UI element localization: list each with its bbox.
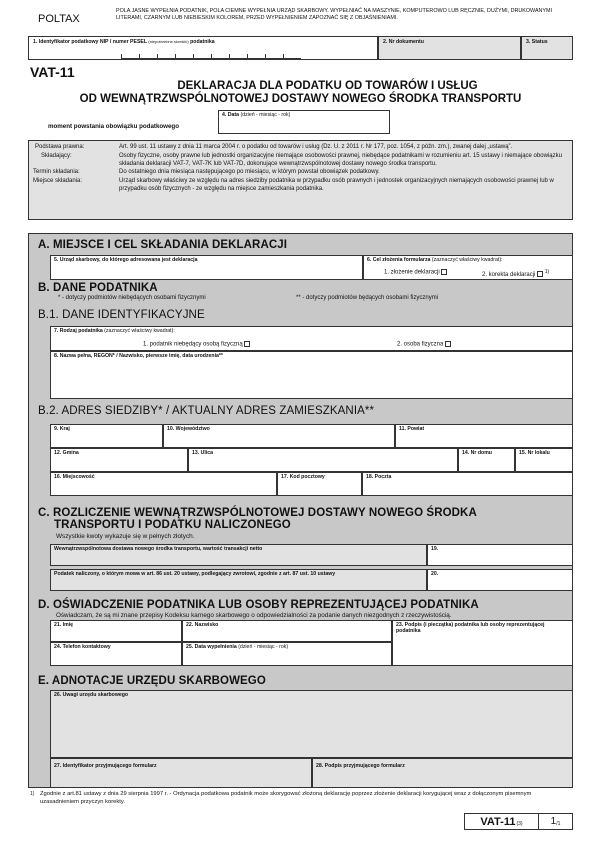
field28-label: 28. Podpis przyjmującego formularz: [316, 763, 405, 769]
section-c-title-line2: TRANSPORTU I PODATKU NALICZONEGO: [54, 519, 291, 531]
form-title-line1: DEKLARACJA DLA PODATKU OD TOWARÓW I USŁUG: [177, 80, 478, 92]
taxpayer-type-option-1-label: 1. podatnik niebędący osobą fizyczną: [143, 341, 243, 348]
field25-label: 25. Data wypełnienia: [186, 644, 237, 650]
section-b1-title: B.1. DANE IDENTYFIKACYJNE: [38, 309, 205, 321]
legal-key: Składający:: [41, 152, 72, 159]
purpose-field: [363, 255, 573, 280]
section-c-subtitle: Wszystkie kwoty wykazuje się w pełnych złotych.: [56, 533, 195, 540]
district-field[interactable]: [395, 424, 573, 448]
section-b-title: B. DANE PODATNIKA: [38, 282, 158, 294]
field21-label: 21. Imię: [54, 622, 74, 628]
field14-label: 14. Nr domu: [462, 450, 492, 456]
purpose-option-1-checkbox[interactable]: [441, 269, 447, 275]
section-b2-title: B.2. ADRES SIEDZIBY* / AKTUALNY ADRES ZAMIESZKANIA**: [38, 405, 375, 417]
last-name-field[interactable]: [182, 620, 392, 642]
office-notes-field: [50, 690, 573, 758]
form-title-line2: OD WEWNĄTRZWSPÓLNOTOWEJ DOSTAWY NOWEGO ŚRODKA TRANSPORTU: [79, 93, 522, 105]
legal-info-box: [28, 140, 573, 220]
poltax-label: POLTAX: [38, 13, 80, 25]
house-number-field[interactable]: [458, 448, 515, 472]
section-a-title: A. MIEJSCE I CEL SKŁADANIA DEKLARACJI: [38, 239, 288, 251]
receiver-signature-field: [312, 758, 573, 788]
row20-label: Podatek naliczony, o którym mowa w art. 86 ust. 20 ustawy, podlegający zwrotowi, zgodnie z art. 87 ust. 10 ustawy: [54, 571, 336, 577]
status-field: [521, 36, 573, 60]
purpose-option-2-checkbox[interactable]: [537, 271, 543, 277]
legal-row: [33, 153, 568, 169]
section-c-title-line1: C. ROZLICZENIE WEWNĄTRZWSPÓLNOTOWEJ DOSTAWY NOWEGO ŚRODKA: [38, 507, 477, 519]
field18-label: 18. Poczta: [366, 474, 392, 480]
legal-value: Art. 99 ust. 11 ustawy z dnia 11 marca 2004 r. o podatku od towarów i usług (Dz. U. z 2011 r. Nr 177, poz. 1054, z późn. zm.), zwanej dalej „ustawą”.: [119, 144, 513, 150]
field6-note: (zaznaczyć właściwy kwadrat):: [431, 257, 503, 263]
field4-note: (dzień - miesiąc - rok): [240, 112, 291, 118]
legal-row: [33, 169, 568, 177]
legal-row: [33, 178, 568, 194]
legal-key: Termin składania:: [33, 169, 80, 176]
footnote: [30, 791, 570, 807]
field1-label: 1. Identyfikator podatkowy NIP / numer PESEL: [33, 39, 147, 45]
taxpayer-type-option-2-label: 2. osoba fizyczna: [397, 341, 444, 348]
field11-label: 11. Powiat: [399, 426, 425, 432]
country-field[interactable]: [50, 424, 163, 448]
field6-label: 6. Cel złożenia formularza: [367, 257, 431, 263]
phone-field[interactable]: [50, 642, 182, 666]
commune-field[interactable]: [50, 448, 188, 472]
receiver-id-field: [50, 758, 312, 788]
postal-code-field[interactable]: [277, 472, 362, 496]
footer-code-box: [464, 813, 573, 830]
field19-label: 19.: [431, 546, 439, 552]
legal-value: Osoby fizyczne, osoby prawne lub jednostki organizacyjne niemające osobowości prawnej, niebędące podatnikami w rozumieniu art. 15 ustawy i niemające obowiązku składania deklaracji VAT-7, VAT-7K lub VAT-7D, dokonujące wewnątrzwspólnotowej dostawy nowego środka transportu.: [119, 152, 562, 167]
legal-value: Urząd skarbowy właściwy ze względu na adres siedziby podatnika w przypadku osób prawnych i jednostek organizacyjnych niemających osobowości prawnej lub w przypadku osób fizycznych - ze względu na miejsce zamieszkania podatnika.: [119, 178, 554, 192]
section-b-note2: ** - dotyczy podmiotów będących osobami fizycznymi: [296, 295, 439, 301]
footnote-ref: 1): [544, 269, 550, 275]
taxpayer-type-field: [50, 326, 573, 351]
legal-key: Miejsce składania:: [33, 178, 83, 185]
apartment-number-field[interactable]: [515, 448, 573, 472]
full-name-field[interactable]: [50, 351, 573, 399]
legal-row: [33, 144, 568, 152]
document-number-field: [378, 36, 521, 60]
nip-pesel-field[interactable]: [28, 36, 378, 60]
nip-digit-ticks: [121, 54, 301, 59]
first-name-field[interactable]: [50, 620, 182, 642]
field5-label: 5. Urząd skarbowy, do którego adresowana jest deklaracja: [54, 257, 198, 263]
footer-page: 1: [550, 816, 557, 827]
field7-label: 7. Rodzaj podatnika: [54, 328, 103, 334]
fill-date-field[interactable]: [182, 642, 392, 666]
purpose-option-1[interactable]: [384, 269, 447, 277]
purpose-option-2-label: 2. korekta deklaracji: [482, 272, 536, 278]
field17-label: 17. Kod pocztowy: [281, 474, 325, 480]
field26-label: 26. Uwagi urzędu skarbowego: [54, 692, 129, 698]
footer-page-total: /1: [556, 820, 561, 827]
field24-label: 24. Telefon kontaktowy: [54, 644, 111, 650]
field20-label: 20.: [431, 571, 439, 577]
date-field[interactable]: [218, 110, 390, 134]
legal-key: Podstawa prawna:: [35, 144, 85, 150]
field1-suffix: podatnika: [190, 39, 215, 45]
purpose-option-2[interactable]: [482, 269, 549, 279]
field23-label: 23. Podpis (i pieczątka) podatnika lub osoby reprezentującej podatnika: [396, 622, 545, 634]
field22-label: 22. Nazwisko: [186, 622, 219, 628]
footnote-mark: 1): [30, 791, 35, 797]
moment-label: moment powstania obowiązku podatkowego: [48, 123, 179, 130]
form-code: VAT-11: [30, 64, 75, 80]
field13-label: 13. Ulica: [192, 450, 214, 456]
footer-page-cell: [539, 816, 572, 827]
city-field[interactable]: [50, 472, 277, 496]
field15-label: 15. Nr lokalu: [519, 450, 550, 456]
net-value-field[interactable]: [427, 544, 573, 566]
section-d-title: D. OŚWIADCZENIE PODATNIKA LUB OSOBY REPREZENTUJĄCEJ PODATNIKA: [38, 599, 479, 611]
street-field[interactable]: [188, 448, 458, 472]
field7-note: (zaznaczyć właściwy kwadrat):: [104, 328, 175, 334]
voivodeship-field[interactable]: [163, 424, 395, 448]
row19-label: Wewnątrzwspólnotowa dostawa nowego środka transportu, wartość transakcji netto: [54, 546, 263, 552]
purpose-option-1-label: 1. złożenie deklaracji: [384, 269, 440, 276]
field9-label: 9. Kraj: [54, 426, 70, 432]
taxpayer-type-option-1-checkbox[interactable]: [244, 341, 250, 347]
taxpayer-type-option-1[interactable]: [143, 341, 250, 349]
taxpayer-type-option-2-checkbox[interactable]: [445, 341, 451, 347]
field2-label: 2. Nr dokumentu: [383, 39, 424, 45]
field8-label: 8. Nazwa pełna, REGON* / Nazwisko, pierwsze imię, data urodzenia**: [54, 353, 223, 359]
field25-note: (dzień - miesiąc - rok): [238, 644, 289, 650]
post-office-field[interactable]: [362, 472, 573, 496]
field12-label: 12. Gmina: [54, 450, 79, 456]
section-b-note1: * - dotyczy podmiotów niebędących osobami fizycznymi: [58, 295, 206, 301]
input-tax-row: [50, 569, 427, 591]
field3-label: 3. Status: [526, 39, 548, 45]
field27-label: 27. Identyfikator przyjmującego formularz: [54, 763, 157, 769]
tax-office-field[interactable]: [50, 255, 363, 280]
footer-code: VAT-11: [480, 815, 516, 828]
footer-code-cell: [465, 814, 539, 829]
footer-version: (3): [516, 820, 523, 827]
field4-label: 4. Data: [222, 112, 240, 118]
legal-value: Do ostatniego dnia miesiąca następującego po miesiącu, w którym powstał obowiązek podatkowy.: [119, 169, 380, 176]
net-value-row: [50, 544, 427, 566]
section-d-subtitle: Oświadczam, że są mi znane przepisy Kodeksu karnego skarbowego o odpowiedzialności za podanie danych niezgodnych z rzeczywistością.: [56, 612, 452, 619]
field10-label: 10. Województwo: [167, 426, 210, 432]
taxpayer-type-option-2[interactable]: [397, 341, 451, 349]
field1-note: (niepotrzebne skreślić): [148, 39, 189, 44]
section-e-title: E. ADNOTACJE URZĘDU SKARBOWEGO: [38, 675, 266, 687]
footnote-text: Zgodnie z art.81 ustawy z dnia 29 sierpnia 1997 r. - Ordynacja podatkowa podatnik może skorygować złożoną deklarację poprzez złożenie deklaracji korygującej wraz z dołączonym pisemnym uzasadnieniem przyczyn korekty.: [40, 791, 532, 805]
input-tax-field[interactable]: [427, 569, 573, 591]
instructions-text: POLA JASNE WYPEŁNIA PODATNIK, POLA CIEMNE WYPEŁNIA URZĄD SKARBOWY. WYPEŁNIAĆ NA MASZYNIE, KOMPUTEROWO LUB RĘCZNIE, DUŻYMI, DRUKOWANYMI LITERAMI, CZARNYM LUB NIEBIESKIM KOLOREM, PRZED WYPEŁNIENIEM ZAPOZNAĆ SIĘ Z OBJAŚNIENIAMI.: [116, 8, 553, 21]
signature-field[interactable]: [392, 620, 573, 666]
field16-label: 16. Miejscowość: [54, 474, 95, 480]
